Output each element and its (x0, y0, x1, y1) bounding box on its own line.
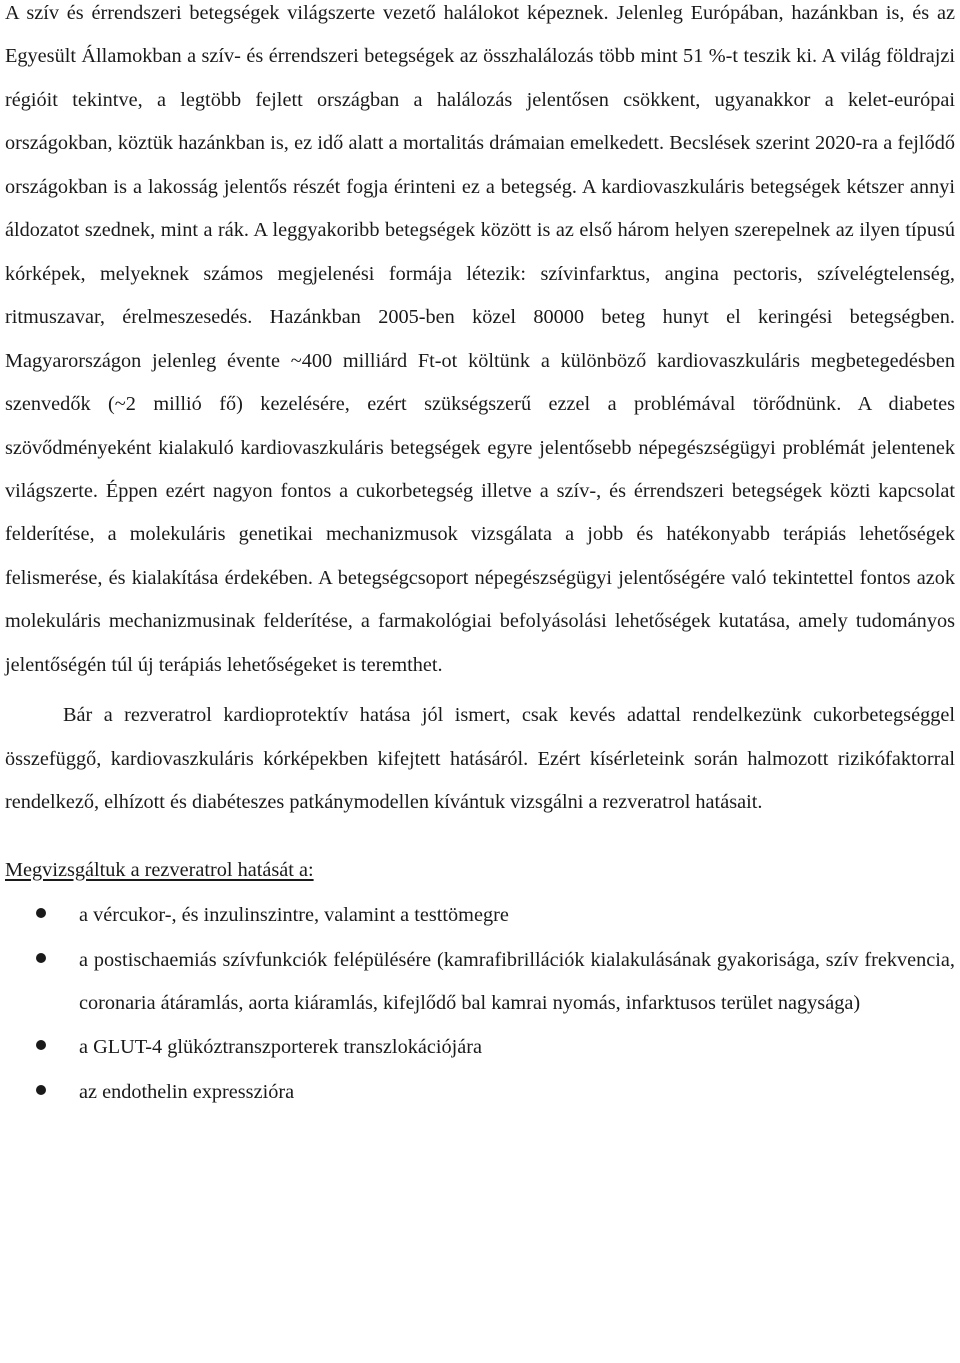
list-item-text: a GLUT-4 glükóztranszporterek transzlokációjára (79, 1036, 483, 1059)
list-item (5, 1026, 955, 1069)
body-paragraph: Bár a rezveratrol kardioprotektív hatása jól ismert, csak kevés adattal rendelkezünk cukorbetegséggel összefüggő, kardiovaszkuláris kórképekben kifejtett hatásáról. Ezért kísérleteink során halmozott rizikófaktorral rendelkező, elhízott és diabéteszes patkánymodellen kívántuk vizsgálni a rezveratrol hatásait. (5, 704, 955, 814)
body-paragraph: A szív és érrendszeri betegségek világszerte vezető halálokot képeznek. Jelenleg Európában, hazánkban is, és az Egyesült Államokban a szív- és érrendszeri betegségek az összhalálozás több mint 51 %-t teszik ki. A világ földrajzi régióit tekintve, a legtöbb fejlett országban a halálozás jelentősen csökkent, ugyanakkor a kelet-európai országokban, köztük hazánkban is, ez idő alatt a mortalitás drámaian emelkedett. Becslések szerint 2020-ra a fejlődő országokban is a lakosság jelentős részét fogja érinteni ez a betegség. A kardiovaszkuláris betegségek kétszer annyi áldozatot szednek, mint a rák. A leggyakoribb betegségek között is az első három helyen szerepelnek az ilyen típusú kórképek, melyeknek számos megjelenési formája létezik: szívinfarktus, angina pectoris, szívelégtelenség, ritmuszavar, érelmeszesedés. Hazánkban 2005-ben közel 80000 beteg hunyt el keringési betegségben. Magyarországon jelenleg évente ~400 milliárd Ft-ot költünk a különböző kardiovaszkuláris megbetegedésben szenvedők (~2 millió fő) kezelésére, ezért szükségszerű ezzel a problémával törődnünk. A diabetes szövődményeként kialakuló kardiovaszkuláris betegségek egyre jelentősebb népegészségügyi problémát jelentenek világszerte. Éppen ezért nagyon fontos a cukorbetegség illetve a szív-, és érrendszeri betegségek közti kapcsolat felderítése, a molekuláris genetikai mechanizmusok vizsgálata a jobb és hatékonyabb terápiás lehetőségek felismerése, és kialakítása érdekében. A betegségcsoport népegészségügyi jelentőségére való tekintettel fontos azok molekuláris mechanizmusinak felderítése, a farmakológiai befolyásolási lehetőségek kutatása, amely tudományos jelentőségén túl új terápiás lehetőségeket is teremthet. (5, 2, 955, 676)
bullet-icon (36, 1040, 46, 1050)
bullet-icon (36, 953, 46, 963)
list-item (5, 939, 955, 1026)
list-item-text: az endothelin expresszióra (79, 1080, 295, 1103)
section-heading: Megvizsgáltuk a rezveratrol hatását a: (5, 858, 314, 881)
list-item-text: a postischaemiás szívfunkciók felépülésére (kamrafibrillációk kialakulásának gyakorisága, szív frekvencia, coronaria átáramlás, aorta kiáramlás, kifejlődő bal kamrai nyomás, infarktusos terület nagysága) (79, 948, 955, 1014)
bullet-icon (36, 908, 46, 918)
list-item (5, 1071, 955, 1114)
list-item-text: a vércukor-, és inzulinszintre, valamint a testtömegre (79, 904, 509, 927)
document-page (5, 0, 955, 1115)
bullet-icon (36, 1085, 46, 1095)
bullet-list (5, 894, 955, 1114)
list-item (5, 894, 955, 937)
